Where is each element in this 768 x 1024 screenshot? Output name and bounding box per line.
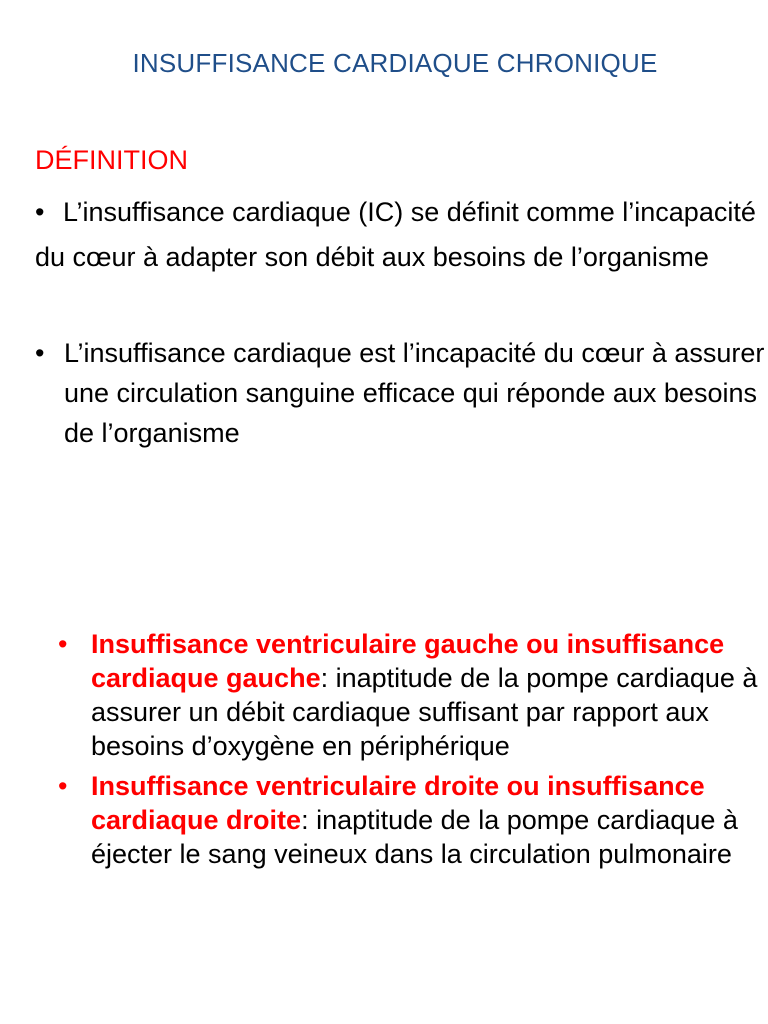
definition-heading: DÉFINITION [35,145,188,175]
definition-item-2 [35,333,765,453]
bullet-icon: • [35,338,45,368]
definition-item-1 [35,190,760,280]
type-description: : inaptitude de la pompe cardiaque à assurer un débit cardiaque suffisant par rapport aux besoins d’oxygène en périphérique [91,663,758,761]
type-term: Insuffisance ventriculaire droite ou insuffisance cardiaque droite [91,771,705,835]
bullet-icon: • [58,629,68,659]
page-title: INSUFFISANCE CARDIAQUE CHRONIQUE [132,48,658,78]
bullet-icon: • [35,197,45,227]
type-description: : inaptitude de la pompe cardiaque à éjecter le sang veineux dans la circulation pulmonaire [91,805,738,869]
bullet-icon: • [58,771,68,801]
list-item [56,769,768,871]
heart-failure-types-list [56,627,768,877]
list-item [56,627,768,763]
definition-item-2-text: L’insuffisance cardiaque est l’incapacité du cœur à assurer une circulation sanguine efficace qui réponde aux besoins de l’organisme [64,338,765,448]
type-term: Insuffisance ventriculaire gauche ou insuffisance cardiaque gauche [91,629,725,693]
definition-item-1-text: L’insuffisance cardiaque (IC) se définit comme l’incapacité du cœur à adapter son débit aux besoins de l’organisme [35,197,756,272]
